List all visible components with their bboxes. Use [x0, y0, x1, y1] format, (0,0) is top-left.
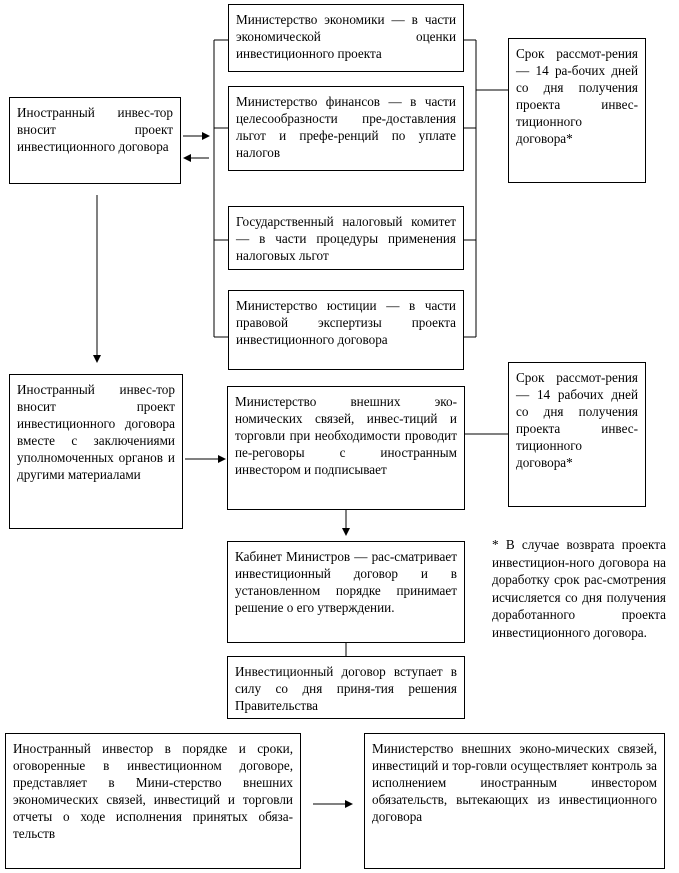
deadline-2-box: Срок рассмот-рения — 14 рабочих дней со дня получения проекта инвес-тиционного договора* [508, 362, 646, 507]
contract-effective-box: Инвестиционный договор вступает в силу со дня приня-тия решения Правительства [227, 656, 465, 719]
deadline-1-box: Срок рассмот-рения — 14 ра-бочих дней со дня получения проекта инвес-тиционного договора* [508, 38, 646, 183]
min-foreign-econ-box: Министерство внешних эко-номических связей, инвес-тиций и торговли при необходимости проводит пе-реговоры с иностранным инвестором и подписывает [227, 386, 465, 510]
min-finance-box: Министерство финансов — в части целесообразности пре-доставления льгот и префе-ренций по уплате налогов [228, 86, 464, 171]
min-economy-box: Министерство экономики — в части экономической оценки инвестиционного проекта [228, 4, 464, 72]
cabinet-box: Кабинет Министров — рас-сматривает инвестиционный договор и в установленном порядке принимает решение о его утверждении. [227, 541, 465, 643]
investor-reports-box: Иностранный инвестор в порядке и сроки, оговоренные в инвестиционном договоре, представляет в Мини-стерство внешних экономических связей, инвестиций и торговли отчеты о ходе исполнения принятых обяза-тельств [5, 733, 301, 869]
footnote: * В случае возврата проекта инвестицион-ного договора на доработку срок рас-смотрения исчисляется со дня получения доработанного проекта инвестиционного договора. [492, 537, 666, 640]
investor-submits-with-box: Иностранный инвес-тор вносит проект инвестиционного договора вместе с заключениями уполномоченных органов и другими материалами [9, 374, 183, 529]
ministry-control-box: Министерство внешних эконо-мических связей, инвестиций и тор-говли осуществляет контроль за исполнением иностранным инвестором обязательств, вытекающих из инвестиционного договора [364, 733, 665, 869]
min-justice-box: Министерство юстиции — в части правовой экспертизы проекта инвестиционного договора [228, 290, 464, 370]
tax-committee-box: Государственный налоговый комитет — в части процедуры применения налоговых льгот [228, 206, 464, 270]
investor-submits-box: Иностранный инвес-тор вносит проект инвестиционного договора [9, 97, 181, 184]
